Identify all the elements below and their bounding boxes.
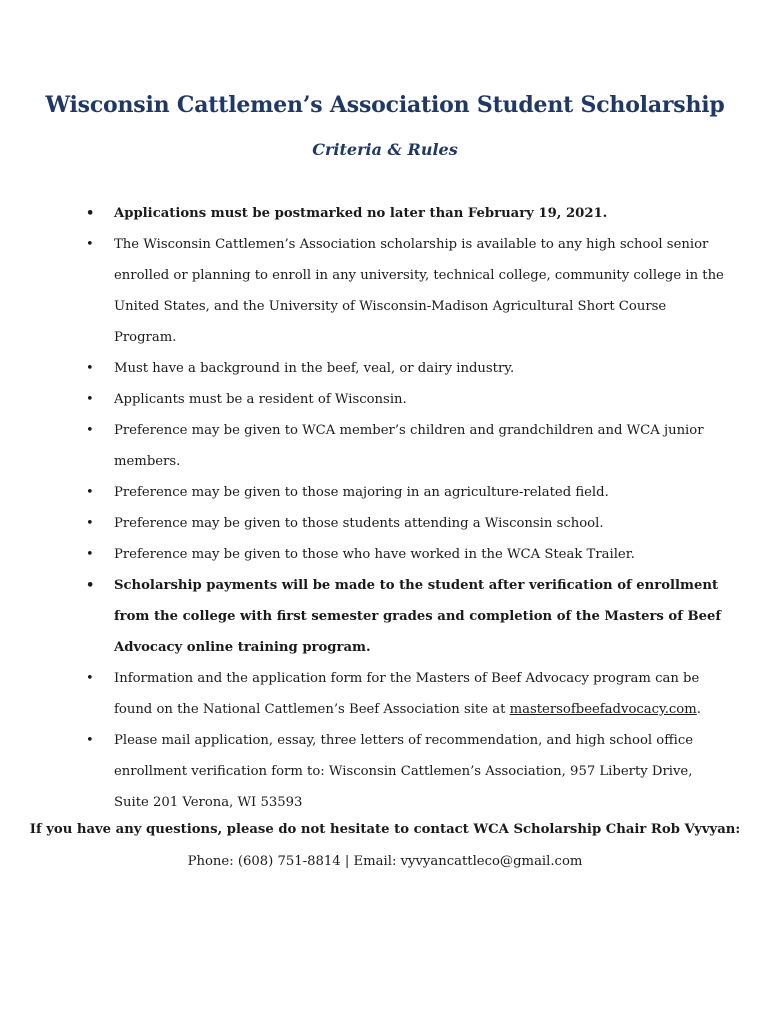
rule-text-end: . — [696, 702, 701, 717]
bullet-icon: • — [86, 485, 94, 500]
contact-details: Phone: (608) 751-8814 | Email: vyvyancattleco@gmail.com — [187, 854, 583, 869]
rule-text: Applications must be postmarked no later than February 19, 2021. — [114, 206, 608, 221]
rule-text: Information and the application form for the Masters of Beef Advocacy program can be found on the National Cattlemen’s Beef Association site at — [114, 671, 700, 717]
page-title: Wisconsin Cattlemen’s Association Student Scholarship — [45, 92, 725, 118]
mba-website-link[interactable]: mastersofbeefadvocacy.com — [509, 702, 697, 717]
page-subtitle: Criteria & Rules — [312, 140, 458, 159]
rule-text: The Wisconsin Cattlemen’s Association scholarship is available to any high school senior enrolled or planning to enroll in any university, technical college, community college in the United States, and the University of Wisconsin-Madison Agricultural Short Course Program. — [114, 237, 724, 345]
rule-item-eligibility — [86, 229, 726, 353]
bullet-icon: • — [86, 361, 94, 376]
rule-item-payments — [86, 570, 726, 663]
rule-text: Scholarship payments will be made to the student after verification of enrollment from the college with first semester grades and completion of the Masters of Beef Advocacy online training program. — [114, 578, 722, 655]
bullet-icon: • — [86, 578, 95, 593]
rule-item-mailing — [86, 725, 726, 818]
bullet-icon: • — [86, 733, 94, 748]
rule-text: Applicants must be a resident of Wisconsin. — [114, 392, 407, 407]
rule-text: Must have a background in the beef, veal, or dairy industry. — [114, 361, 515, 376]
rule-item-major-preference — [86, 477, 726, 508]
rule-item-steak-trailer-preference — [86, 539, 726, 570]
bullet-icon: • — [86, 671, 94, 686]
rules-list — [86, 198, 726, 818]
rule-text: Preference may be given to WCA member’s children and grandchildren and WCA junior members. — [114, 423, 704, 469]
rule-item-mba-info — [86, 663, 726, 725]
rule-item-background — [86, 353, 726, 384]
rule-text: Preference may be given to those majoring in an agriculture-related field. — [114, 485, 609, 500]
rule-text: Please mail application, essay, three letters of recommendation, and high school office enrollment verification form to: Wisconsin Cattlemen’s Association, 957 Liberty Drive, Suite 201 Verona, WI 53593 — [114, 733, 694, 810]
bullet-icon: • — [86, 547, 94, 562]
rule-text: Preference may be given to those students attending a Wisconsin school. — [114, 516, 604, 531]
bullet-icon: • — [86, 237, 94, 252]
rule-item-residency — [86, 384, 726, 415]
bullet-icon: • — [86, 516, 94, 531]
bullet-icon: • — [86, 392, 94, 407]
bullet-icon: • — [86, 206, 95, 221]
bullet-icon: • — [86, 423, 94, 438]
contact-heading: If you have any questions, please do not hesitate to contact WCA Scholarship Chair Rob Vyvyan: — [29, 822, 741, 837]
rule-item-member-preference — [86, 415, 726, 477]
rule-item-postmark — [86, 198, 726, 229]
rule-item-school-preference — [86, 508, 726, 539]
rule-text: Preference may be given to those who have worked in the WCA Steak Trailer. — [114, 547, 635, 562]
